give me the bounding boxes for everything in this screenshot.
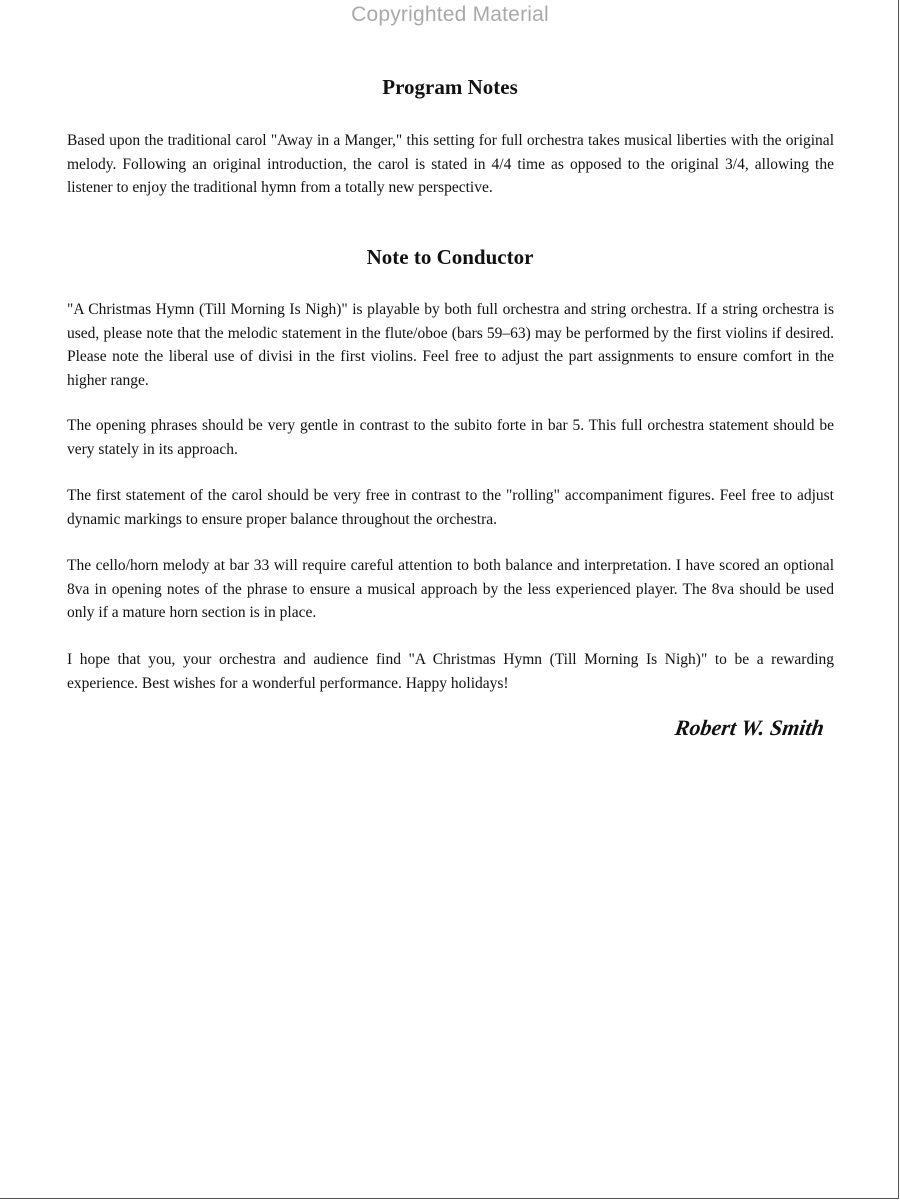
conductor-paragraph-3: The first statement of the carol should be very free in contrast to the "rolling" accompaniment figures. Feel free to adjust dynamic markings to ensure proper balance throughout the orchestra. (67, 487, 834, 528)
program-notes-paragraph: Based upon the traditional carol "Away in a Manger," this setting for full orchestra takes musical liberties with the original melody. Following an original introduction, the carol is stated in 4/4 time as opposed to the original 3/4, allowing the listener to enjoy the traditional hymn from a totally new perspective. (67, 132, 834, 196)
conductor-paragraph-4: The cello/horn melody at bar 33 will require careful attention to both balance and interpretation. I have scored an optional 8va in opening notes of the phrase to ensure a musical approach by the less experienced player. The 8va should be used only if a mature horn section is in place. (67, 557, 834, 621)
signature: Robert W. Smith (673, 715, 826, 740)
conductor-paragraph-5: I hope that you, your orchestra and audience find "A Christmas Hymn (Till Morning Is Nigh)" to be a rewarding experience. Best wishes for a wonderful performance. Happy holidays! (67, 651, 834, 692)
conductor-paragraph-2: The opening phrases should be very gentle in contrast to the subito forte in bar 5. This full orchestra statement should be very stately in its approach. (67, 417, 834, 458)
copyright-watermark: Copyrighted Material (351, 3, 549, 26)
conductor-paragraph-1: "A Christmas Hymn (Till Morning Is Nigh)" is playable by both full orchestra and string orchestra. If a string orchestra is used, please note that the melodic statement in the flute/oboe (bars 59–63) may be performed by the first violins if desired. Please note the liberal use of divisi in the first violins. Feel free to adjust the part assignments to ensure comfort in the higher range. (67, 301, 834, 389)
note-to-conductor-title: Note to Conductor (366, 245, 534, 269)
program-notes-title: Program Notes (382, 75, 518, 99)
